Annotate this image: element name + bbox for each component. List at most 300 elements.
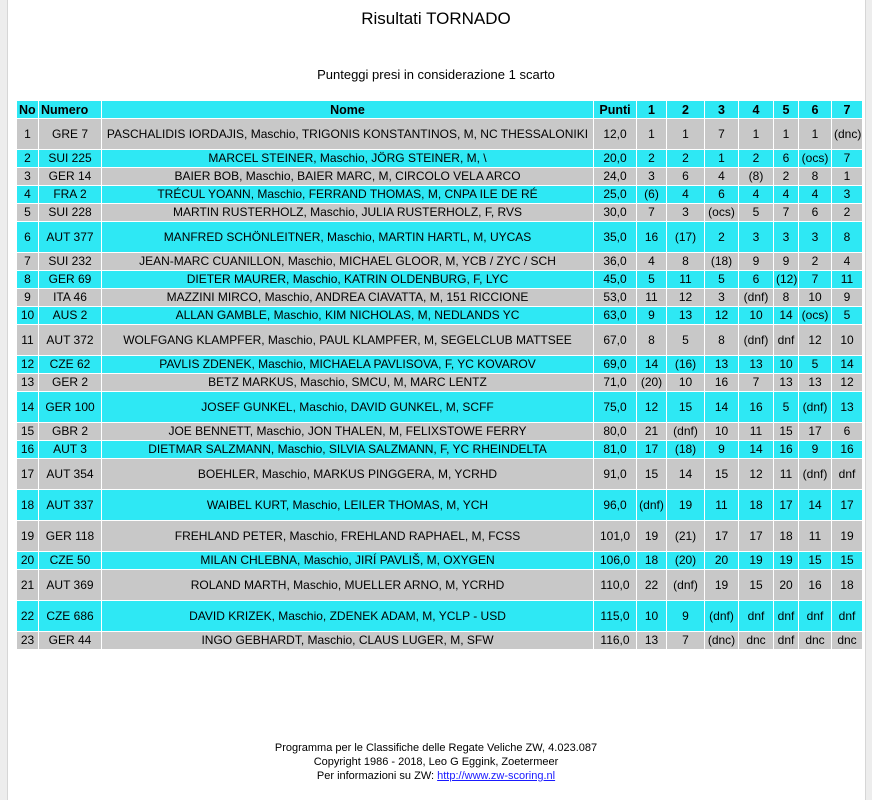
cell-punti: 91,0 [594, 459, 636, 489]
cell-nome: MILAN CHLEBNA, Maschio, JIRÍ PAVLIŠ, M, OXYGEN [102, 552, 593, 569]
cell-punti: 53,0 [594, 289, 636, 306]
cell-race-1: 17 [637, 441, 666, 458]
cell-race-2: (18) [667, 441, 704, 458]
cell-race-4: dnc [739, 632, 773, 649]
cell-no: 7 [17, 253, 38, 270]
cell-numero: FRA 2 [39, 186, 101, 203]
results-body [17, 119, 862, 649]
cell-numero: GER 100 [39, 392, 101, 422]
cell-race-4: 17 [739, 521, 773, 551]
table-row [17, 392, 862, 422]
cell-punti: 106,0 [594, 552, 636, 569]
table-row [17, 552, 862, 569]
cell-race-4: 2 [739, 150, 773, 167]
cell-nome: MARTIN RUSTERHOLZ, Maschio, JULIA RUSTERHOLZ, F, RVS [102, 204, 593, 221]
cell-race-2: 11 [667, 271, 704, 288]
column-header-nome: Nome [102, 101, 593, 118]
cell-numero: GER 2 [39, 374, 101, 391]
cell-numero: GRE 7 [39, 119, 101, 149]
cell-race-7: 14 [832, 356, 862, 373]
cell-race-4: 18 [739, 490, 773, 520]
cell-race-7: 13 [832, 392, 862, 422]
cell-nome: MAZZINI MIRCO, Maschio, ANDREA CIAVATTA, M, 151 RICCIONE [102, 289, 593, 306]
cell-punti: 12,0 [594, 119, 636, 149]
cell-race-7: 11 [832, 271, 862, 288]
cell-nome: MANFRED SCHÖNLEITNER, Maschio, MARTIN HARTL, M, UYCAS [102, 222, 593, 252]
cell-numero: CZE 686 [39, 601, 101, 631]
left-page-edge [0, 0, 8, 800]
cell-no: 18 [17, 490, 38, 520]
table-row [17, 521, 862, 551]
cell-race-3: 7 [705, 119, 738, 149]
cell-race-5: 13 [774, 374, 798, 391]
cell-race-4: 3 [739, 222, 773, 252]
cell-race-1: 16 [637, 222, 666, 252]
cell-punti: 30,0 [594, 204, 636, 221]
cell-race-5: 17 [774, 490, 798, 520]
cell-numero: GER 118 [39, 521, 101, 551]
cell-race-3: 17 [705, 521, 738, 551]
cell-no: 12 [17, 356, 38, 373]
cell-race-1: 8 [637, 325, 666, 355]
column-header-race-5: 5 [774, 101, 798, 118]
cell-race-6: (ocs) [799, 150, 831, 167]
cell-no: 1 [17, 119, 38, 149]
cell-race-6: 17 [799, 423, 831, 440]
cell-race-5: 19 [774, 552, 798, 569]
cell-punti: 24,0 [594, 168, 636, 185]
cell-nome: BETZ MARKUS, Maschio, SMCU, M, MARC LENTZ [102, 374, 593, 391]
cell-race-3: (dnc) [705, 632, 738, 649]
cell-race-2: 9 [667, 601, 704, 631]
cell-race-1: 7 [637, 204, 666, 221]
cell-race-3: 4 [705, 168, 738, 185]
cell-no: 22 [17, 601, 38, 631]
cell-punti: 36,0 [594, 253, 636, 270]
column-header-race-1: 1 [637, 101, 666, 118]
cell-race-4: 6 [739, 271, 773, 288]
cell-race-1: 13 [637, 632, 666, 649]
cell-race-2: (17) [667, 222, 704, 252]
cell-race-1: 15 [637, 459, 666, 489]
cell-race-7: 15 [832, 552, 862, 569]
cell-race-3: 12 [705, 307, 738, 324]
column-header-no: No [17, 101, 38, 118]
cell-race-2: 15 [667, 392, 704, 422]
cell-race-6: 4 [799, 186, 831, 203]
cell-race-6: 10 [799, 289, 831, 306]
cell-nome: DIETMAR SALZMANN, Maschio, SILVIA SALZMANN, F, YC RHEINDELTA [102, 441, 593, 458]
cell-race-7: 5 [832, 307, 862, 324]
cell-race-6: 13 [799, 374, 831, 391]
cell-numero: GER 69 [39, 271, 101, 288]
table-row [17, 423, 862, 440]
cell-race-4: 12 [739, 459, 773, 489]
cell-race-6: 16 [799, 570, 831, 600]
cell-race-1: 5 [637, 271, 666, 288]
cell-race-4: 13 [739, 356, 773, 373]
cell-race-2: (20) [667, 552, 704, 569]
cell-race-7: 7 [832, 150, 862, 167]
cell-race-4: 7 [739, 374, 773, 391]
cell-race-1: 1 [637, 119, 666, 149]
cell-race-5: 15 [774, 423, 798, 440]
cell-race-4: 5 [739, 204, 773, 221]
footer-program-line: Programma per le Classifiche delle Regate Veliche ZW, 4.023.087 [274, 742, 598, 754]
cell-punti: 25,0 [594, 186, 636, 203]
cell-race-1: (6) [637, 186, 666, 203]
cell-race-3: 13 [705, 356, 738, 373]
cell-race-7: 17 [832, 490, 862, 520]
cell-race-7: 2 [832, 204, 862, 221]
cell-no: 9 [17, 289, 38, 306]
cell-race-5: 3 [774, 222, 798, 252]
cell-race-1: 12 [637, 392, 666, 422]
column-header-numero: Numero [39, 101, 101, 118]
cell-race-6: 8 [799, 168, 831, 185]
cell-no: 14 [17, 392, 38, 422]
footer-copyright-line: Copyright 1986 - 2018, Leo G Eggink, Zoetermeer [313, 756, 559, 768]
table-row [17, 289, 862, 306]
results-table [16, 100, 863, 650]
table-header-row [17, 101, 862, 118]
table-row [17, 570, 862, 600]
cell-race-7: 1 [832, 168, 862, 185]
cell-race-6: 7 [799, 271, 831, 288]
cell-punti: 96,0 [594, 490, 636, 520]
cell-race-1: 9 [637, 307, 666, 324]
cell-race-1: 10 [637, 601, 666, 631]
cell-nome: ROLAND MARTH, Maschio, MUELLER ARNO, M, YCRHD [102, 570, 593, 600]
table-row [17, 441, 862, 458]
cell-race-3: 19 [705, 570, 738, 600]
cell-race-6: 12 [799, 325, 831, 355]
cell-race-4: 11 [739, 423, 773, 440]
cell-race-4: 14 [739, 441, 773, 458]
table-row [17, 271, 862, 288]
cell-race-5: 11 [774, 459, 798, 489]
table-row [17, 374, 862, 391]
page-title: Risultati TORNADO [361, 9, 511, 28]
cell-punti: 67,0 [594, 325, 636, 355]
table-row [17, 168, 862, 185]
cell-race-4: 15 [739, 570, 773, 600]
cell-race-7: 10 [832, 325, 862, 355]
cell-punti: 20,0 [594, 150, 636, 167]
cell-punti: 35,0 [594, 222, 636, 252]
cell-race-5: dnf [774, 325, 798, 355]
cell-race-6: 6 [799, 204, 831, 221]
cell-race-2: (16) [667, 356, 704, 373]
cell-numero: AUT 372 [39, 325, 101, 355]
cell-race-6: (dnf) [799, 392, 831, 422]
cell-race-4: 4 [739, 186, 773, 203]
cell-nome: DIETER MAURER, Maschio, KATRIN OLDENBURG, F, LYC [102, 271, 593, 288]
cell-race-4: (8) [739, 168, 773, 185]
right-page-edge [865, 0, 872, 800]
cell-no: 13 [17, 374, 38, 391]
table-row [17, 490, 862, 520]
table-row [17, 150, 862, 167]
cell-race-7: 6 [832, 423, 862, 440]
cell-race-1: 3 [637, 168, 666, 185]
cell-race-2: 1 [667, 119, 704, 149]
cell-numero: SUI 228 [39, 204, 101, 221]
cell-race-3: 8 [705, 325, 738, 355]
cell-no: 2 [17, 150, 38, 167]
cell-race-6: 15 [799, 552, 831, 569]
cell-race-5: 1 [774, 119, 798, 149]
cell-race-5: dnf [774, 632, 798, 649]
subtitle: Punteggi presi in considerazione 1 scarto [317, 67, 555, 82]
cell-race-4: 16 [739, 392, 773, 422]
table-row [17, 356, 862, 373]
cell-no: 11 [17, 325, 38, 355]
cell-race-3: 3 [705, 289, 738, 306]
cell-race-3: 5 [705, 271, 738, 288]
cell-race-5: 9 [774, 253, 798, 270]
cell-punti: 80,0 [594, 423, 636, 440]
cell-race-6: 11 [799, 521, 831, 551]
table-row [17, 186, 862, 203]
cell-race-7: 16 [832, 441, 862, 458]
footer [0, 741, 872, 783]
cell-race-5: 16 [774, 441, 798, 458]
cell-race-5: dnf [774, 601, 798, 631]
cell-nome: PAVLIS ZDENEK, Maschio, MICHAELA PAVLISOVA, F, YC KOVAROV [102, 356, 593, 373]
table-row [17, 222, 862, 252]
cell-race-2: 2 [667, 150, 704, 167]
cell-race-6: 3 [799, 222, 831, 252]
cell-race-3: (18) [705, 253, 738, 270]
cell-numero: CZE 50 [39, 552, 101, 569]
cell-no: 3 [17, 168, 38, 185]
cell-race-3: 2 [705, 222, 738, 252]
cell-race-1: 19 [637, 521, 666, 551]
cell-no: 19 [17, 521, 38, 551]
cell-nome: BAIER BOB, Maschio, BAIER MARC, M, CIRCOLO VELA ARCO [102, 168, 593, 185]
footer-info-prefix: Per informazioni su ZW: [316, 770, 438, 782]
cell-race-5: 6 [774, 150, 798, 167]
cell-race-1: (20) [637, 374, 666, 391]
cell-nome: MARCEL STEINER, Maschio, JÖRG STEINER, M, \ [102, 150, 593, 167]
cell-nome: ALLAN GAMBLE, Maschio, KIM NICHOLAS, M, NEDLANDS YC [102, 307, 593, 324]
cell-race-6: 1 [799, 119, 831, 149]
cell-numero: AUT 337 [39, 490, 101, 520]
cell-numero: CZE 62 [39, 356, 101, 373]
cell-race-7: 8 [832, 222, 862, 252]
cell-race-5: 20 [774, 570, 798, 600]
cell-race-6: dnc [799, 632, 831, 649]
cell-numero: AUT 377 [39, 222, 101, 252]
cell-race-6: (ocs) [799, 307, 831, 324]
cell-race-2: 4 [667, 186, 704, 203]
cell-nome: INGO GEBHARDT, Maschio, CLAUS LUGER, M, SFW [102, 632, 593, 649]
column-header-race-6: 6 [799, 101, 831, 118]
cell-nome: TRÉCUL YOANN, Maschio, FERRAND THOMAS, M, CNPA ILE DE RÉ [102, 186, 593, 203]
cell-race-7: 9 [832, 289, 862, 306]
table-row [17, 119, 862, 149]
cell-race-7: 12 [832, 374, 862, 391]
cell-no: 21 [17, 570, 38, 600]
cell-no: 15 [17, 423, 38, 440]
cell-punti: 115,0 [594, 601, 636, 631]
cell-race-2: 8 [667, 253, 704, 270]
cell-race-3: 10 [705, 423, 738, 440]
cell-race-6: 5 [799, 356, 831, 373]
cell-numero: SUI 225 [39, 150, 101, 167]
cell-nome: WAIBEL KURT, Maschio, LEILER THOMAS, M, YCH [102, 490, 593, 520]
table-row [17, 459, 862, 489]
cell-race-3: 15 [705, 459, 738, 489]
cell-race-4: 1 [739, 119, 773, 149]
zw-scoring-link[interactable]: http://www.zw-scoring.nl [437, 770, 556, 782]
cell-numero: SUI 232 [39, 253, 101, 270]
cell-race-1: 11 [637, 289, 666, 306]
cell-numero: ITA 46 [39, 289, 101, 306]
cell-race-2: 14 [667, 459, 704, 489]
cell-nome: JOE BENNETT, Maschio, JON THALEN, M, FELIXSTOWE FERRY [102, 423, 593, 440]
cell-race-2: (dnf) [667, 570, 704, 600]
table-row [17, 253, 862, 270]
table-row [17, 601, 862, 631]
cell-numero: GER 44 [39, 632, 101, 649]
cell-no: 8 [17, 271, 38, 288]
cell-race-3: 16 [705, 374, 738, 391]
column-header-race-4: 4 [739, 101, 773, 118]
cell-no: 10 [17, 307, 38, 324]
cell-no: 4 [17, 186, 38, 203]
table-row [17, 325, 862, 355]
cell-numero: AUT 354 [39, 459, 101, 489]
cell-race-3: 1 [705, 150, 738, 167]
cell-race-7: dnf [832, 601, 862, 631]
cell-race-4: 19 [739, 552, 773, 569]
cell-nome: DAVID KRIZEK, Maschio, ZDENEK ADAM, M, YCLP - USD [102, 601, 593, 631]
cell-race-5: 8 [774, 289, 798, 306]
cell-race-7: 18 [832, 570, 862, 600]
cell-punti: 45,0 [594, 271, 636, 288]
cell-race-3: (dnf) [705, 601, 738, 631]
cell-race-6: 9 [799, 441, 831, 458]
cell-punti: 71,0 [594, 374, 636, 391]
cell-race-5: 18 [774, 521, 798, 551]
cell-race-5: 7 [774, 204, 798, 221]
cell-race-3: (ocs) [705, 204, 738, 221]
cell-punti: 116,0 [594, 632, 636, 649]
cell-nome: JEAN-MARC CUANILLON, Maschio, MICHAEL GLOOR, M, YCB / ZYC / SCH [102, 253, 593, 270]
cell-race-2: 5 [667, 325, 704, 355]
cell-race-1: 14 [637, 356, 666, 373]
table-row [17, 204, 862, 221]
cell-no: 6 [17, 222, 38, 252]
cell-race-4: dnf [739, 601, 773, 631]
column-header-race-7: 7 [832, 101, 862, 118]
cell-race-5: 5 [774, 392, 798, 422]
cell-no: 5 [17, 204, 38, 221]
cell-race-7: dnc [832, 632, 862, 649]
cell-race-3: 9 [705, 441, 738, 458]
table-row [17, 632, 862, 649]
column-header-race-2: 2 [667, 101, 704, 118]
cell-race-3: 20 [705, 552, 738, 569]
cell-race-6: dnf [799, 601, 831, 631]
cell-race-2: 10 [667, 374, 704, 391]
cell-punti: 75,0 [594, 392, 636, 422]
cell-race-2: (21) [667, 521, 704, 551]
cell-numero: GER 14 [39, 168, 101, 185]
cell-nome: BOEHLER, Maschio, MARKUS PINGGERA, M, YCRHD [102, 459, 593, 489]
cell-race-3: 11 [705, 490, 738, 520]
cell-no: 23 [17, 632, 38, 649]
column-header-race-3: 3 [705, 101, 738, 118]
cell-numero: AUT 3 [39, 441, 101, 458]
cell-race-2: 13 [667, 307, 704, 324]
cell-race-5: 2 [774, 168, 798, 185]
cell-race-2: (dnf) [667, 423, 704, 440]
cell-no: 16 [17, 441, 38, 458]
cell-race-7: 4 [832, 253, 862, 270]
cell-no: 17 [17, 459, 38, 489]
cell-race-2: 7 [667, 632, 704, 649]
cell-race-5: 10 [774, 356, 798, 373]
cell-race-7: 3 [832, 186, 862, 203]
cell-race-7: dnf [832, 459, 862, 489]
cell-race-4: 10 [739, 307, 773, 324]
cell-race-2: 3 [667, 204, 704, 221]
cell-race-1: 22 [637, 570, 666, 600]
cell-no: 20 [17, 552, 38, 569]
cell-race-1: 4 [637, 253, 666, 270]
cell-race-1: 21 [637, 423, 666, 440]
cell-punti: 69,0 [594, 356, 636, 373]
cell-race-4: (dnf) [739, 289, 773, 306]
cell-race-2: 12 [667, 289, 704, 306]
cell-race-3: 14 [705, 392, 738, 422]
cell-race-4: 9 [739, 253, 773, 270]
footer-info-line [0, 769, 872, 783]
cell-nome: FREHLAND PETER, Maschio, FREHLAND RAPHAEL, M, FCSS [102, 521, 593, 551]
cell-race-2: 6 [667, 168, 704, 185]
cell-nome: WOLFGANG KLAMPFER, Maschio, PAUL KLAMPFER, M, SEGELCLUB MATTSEE [102, 325, 593, 355]
cell-race-5: 4 [774, 186, 798, 203]
cell-punti: 110,0 [594, 570, 636, 600]
cell-nome: JOSEF GUNKEL, Maschio, DAVID GUNKEL, M, SCFF [102, 392, 593, 422]
cell-race-1: (dnf) [637, 490, 666, 520]
cell-race-5: 14 [774, 307, 798, 324]
cell-race-7: 19 [832, 521, 862, 551]
column-header-punti: Punti [594, 101, 636, 118]
cell-numero: AUT 369 [39, 570, 101, 600]
cell-race-4: (dnf) [739, 325, 773, 355]
cell-race-6: 2 [799, 253, 831, 270]
cell-race-1: 18 [637, 552, 666, 569]
cell-numero: GBR 2 [39, 423, 101, 440]
cell-race-2: 19 [667, 490, 704, 520]
cell-race-6: 14 [799, 490, 831, 520]
cell-race-7: (dnc) [832, 119, 862, 149]
cell-race-6: (dnf) [799, 459, 831, 489]
table-row [17, 307, 862, 324]
cell-race-3: 6 [705, 186, 738, 203]
cell-punti: 101,0 [594, 521, 636, 551]
cell-numero: AUS 2 [39, 307, 101, 324]
cell-race-1: 2 [637, 150, 666, 167]
cell-punti: 63,0 [594, 307, 636, 324]
cell-punti: 81,0 [594, 441, 636, 458]
cell-race-5: (12) [776, 272, 798, 286]
cell-nome: PASCHALIDIS IORDAJIS, Maschio, TRIGONIS KONSTANTINOS, M, NC THESSALONIKI [102, 119, 593, 149]
